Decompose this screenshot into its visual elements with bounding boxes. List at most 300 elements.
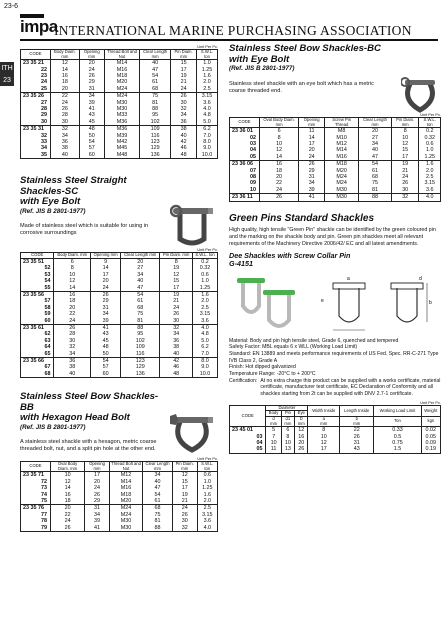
section-bb-ref: (Ref. JIS B 2801-1977) bbox=[20, 423, 86, 431]
table-cell: 4.0 bbox=[193, 324, 218, 331]
table-cell: 136 bbox=[140, 152, 171, 159]
table-cell: 18 bbox=[50, 498, 84, 505]
section-bb bbox=[20, 378, 218, 456]
table-cell: 32 bbox=[160, 324, 193, 331]
col-header: Oval Body Diam. mm bbox=[50, 462, 84, 472]
table-cell-code: 60 bbox=[21, 318, 54, 325]
table-cell: 20 bbox=[50, 505, 84, 512]
table-cell: 20 bbox=[359, 128, 392, 135]
table-cell: 3.6 bbox=[193, 318, 218, 325]
table-cell: 15 bbox=[171, 60, 197, 67]
col-header: S.W.L. ton bbox=[193, 253, 218, 259]
table-cell: 19 bbox=[391, 161, 419, 168]
table-cell: 38 bbox=[50, 145, 79, 151]
table-cell: 22 bbox=[340, 427, 374, 434]
table-cell: 24 bbox=[160, 305, 193, 311]
col-header: Oval Body Diam. mm bbox=[259, 118, 298, 128]
table-cell: 41 bbox=[85, 525, 110, 532]
green-pin-info bbox=[229, 338, 441, 398]
table-cell: M30 bbox=[104, 100, 139, 106]
table-cell: M20 bbox=[325, 168, 359, 174]
section-sc-ref: (Ref. JIS B 2801-1977) bbox=[20, 207, 86, 215]
diagram-label-b: b bbox=[429, 299, 432, 306]
section-tab: ITH bbox=[0, 62, 14, 76]
table-cell: 24 bbox=[50, 518, 84, 524]
section-bc-description: Stainless steel shackle with an eye bolt which has a metric coarse threaded end. bbox=[229, 80, 374, 94]
table-cell: 0.19 bbox=[421, 446, 440, 453]
table-cell: 36 bbox=[50, 139, 79, 145]
table-cell: 9.0 bbox=[193, 364, 218, 370]
table-row bbox=[21, 351, 218, 358]
table-row bbox=[230, 427, 441, 434]
table-cell: 11 bbox=[266, 446, 281, 453]
table-cell: 24 bbox=[172, 505, 197, 512]
table-cell-code: 04 bbox=[230, 147, 260, 153]
table-cell: 17 bbox=[171, 67, 197, 73]
table-cell: 39 bbox=[85, 518, 110, 524]
table-cell: 0.2 bbox=[419, 128, 441, 135]
table-cell: 26 bbox=[85, 492, 110, 498]
table-straight-shackles bbox=[20, 252, 218, 378]
table-cell-code: 23 35 66 bbox=[21, 357, 54, 364]
table-cell: 22 bbox=[259, 180, 298, 186]
section-sc-title: Stainless Steel Straight Shackles-SC bbox=[20, 175, 127, 197]
table-cell: 24 bbox=[54, 318, 91, 325]
table-cell: 12 bbox=[50, 60, 79, 67]
table-cell: 75 bbox=[140, 93, 171, 100]
table-cell: 16 bbox=[295, 434, 308, 440]
col-weight: Weight bbox=[421, 405, 440, 416]
table-cell-code: 32 bbox=[21, 133, 51, 139]
table-cell: 0.32 bbox=[193, 265, 218, 271]
table-cell: 14 bbox=[259, 154, 298, 161]
table-cell: 30 bbox=[50, 119, 79, 126]
table-cell: 24 bbox=[299, 154, 325, 161]
diagram-label-e: e bbox=[321, 297, 324, 304]
table-row bbox=[21, 285, 218, 292]
table-cell: 17 bbox=[299, 141, 325, 147]
col-header: Pin Diam. mm bbox=[160, 253, 193, 259]
section-sc-description: Made of stainless steel which is suitable for using in corrosive surroundings bbox=[20, 223, 149, 237]
table-row bbox=[21, 498, 218, 505]
table-cell: 109 bbox=[121, 344, 160, 350]
table-cell: 9 bbox=[91, 258, 121, 265]
table-cell: 1.5 bbox=[374, 446, 421, 453]
table-cell: 20 bbox=[299, 147, 325, 153]
table-cell-code: 27 bbox=[21, 100, 51, 106]
table-cell: 10 bbox=[259, 141, 298, 147]
bow-shackle-eye-image bbox=[401, 72, 439, 114]
table-cell: 26 bbox=[91, 291, 121, 298]
table-cell: 12 bbox=[50, 479, 84, 485]
table-cell: M18 bbox=[109, 492, 142, 498]
table-cell: 116 bbox=[121, 351, 160, 358]
table-cell: 26 bbox=[54, 324, 91, 331]
table-cell: M24 bbox=[325, 180, 359, 186]
col-header: CODE bbox=[21, 462, 51, 472]
table-cell-code: 23 45 01 bbox=[230, 427, 266, 434]
table-cell: 8.0 bbox=[193, 357, 218, 364]
table-cell: 95 bbox=[121, 331, 160, 337]
table-bow-shackles-hex bbox=[20, 461, 218, 532]
table-cell: 26 bbox=[172, 512, 197, 518]
table-row bbox=[230, 446, 441, 453]
table-row bbox=[21, 357, 218, 364]
table-cell: 18 bbox=[54, 298, 91, 304]
table-cell: 36 bbox=[54, 357, 91, 364]
table-row bbox=[21, 324, 218, 331]
table-cell: 61 bbox=[143, 498, 173, 505]
section-tab-number: 23 bbox=[0, 76, 14, 86]
table-cell: 2.0 bbox=[197, 498, 217, 505]
table-row bbox=[21, 93, 218, 100]
table-cell: 17 bbox=[391, 154, 419, 161]
table-cell: 123 bbox=[140, 139, 171, 145]
table-cell: 14 bbox=[54, 285, 91, 292]
table-cell-code: 25 bbox=[21, 86, 51, 93]
table-row bbox=[230, 154, 441, 161]
table-cell: 26 bbox=[79, 73, 104, 79]
table-cell: 54 bbox=[140, 73, 171, 79]
table-cell-code: 08 bbox=[230, 174, 260, 180]
table-cell: 3.6 bbox=[197, 100, 218, 106]
table-cell: 16 bbox=[50, 492, 84, 498]
table-cell: M39 bbox=[104, 133, 139, 139]
standard-text: Standard: EN 13889 and meets performance requirements of US Fed. Spec. RR-C-271 Type IVB Class 2, Grade A bbox=[229, 350, 439, 364]
table-cell: 57 bbox=[79, 145, 104, 151]
table-cell-code: 68 bbox=[21, 371, 54, 378]
table-cell: 21 bbox=[171, 79, 197, 85]
table-cell: 8 bbox=[259, 135, 298, 141]
table-cell: 12 bbox=[259, 147, 298, 153]
table-cell-code: 62 bbox=[21, 331, 54, 337]
table-cell: 46 bbox=[171, 145, 197, 151]
table-cell: 1.0 bbox=[419, 147, 441, 153]
table-cell-code: 64 bbox=[21, 344, 54, 350]
table-cell: 57 bbox=[91, 364, 121, 370]
table-row bbox=[230, 161, 441, 168]
table-cell: 1.6 bbox=[197, 492, 217, 498]
table-cell: 32 bbox=[54, 344, 91, 350]
table-cell: 54 bbox=[143, 492, 173, 498]
table-cell: 4.0 bbox=[197, 525, 217, 532]
table-cell: 20 bbox=[54, 305, 91, 311]
table-cell: 102 bbox=[121, 338, 160, 344]
table-cell: 47 bbox=[143, 485, 173, 491]
table-cell: 39 bbox=[299, 187, 325, 194]
table-cell-code: 28 bbox=[21, 106, 51, 112]
table-cell: 30 bbox=[54, 338, 91, 344]
table-cell: 18 bbox=[50, 79, 79, 85]
table-row bbox=[21, 126, 218, 133]
table-cell-code: 74 bbox=[21, 492, 51, 498]
table-cell: 26 bbox=[299, 161, 325, 168]
table-cell: M8 bbox=[325, 128, 359, 135]
table-cell: 5.0 bbox=[197, 119, 218, 126]
table-cell: 40 bbox=[140, 60, 171, 67]
table-cell: 6.2 bbox=[197, 126, 218, 133]
table-cell: 8 bbox=[54, 265, 91, 271]
table-cell: 75 bbox=[359, 180, 392, 186]
table-row bbox=[230, 128, 441, 135]
table-cell: 17 bbox=[85, 472, 110, 479]
table-cell: 20 bbox=[85, 479, 110, 485]
table-cell: 61 bbox=[359, 168, 392, 174]
table-cell: 24 bbox=[91, 285, 121, 292]
table-cell: 32 bbox=[171, 106, 197, 112]
table-cell-code: 59 bbox=[21, 311, 54, 317]
col-eye-unit: D mm bbox=[295, 417, 308, 427]
table-cell: 2.5 bbox=[197, 86, 218, 93]
table-cell: 81 bbox=[143, 518, 173, 524]
table-cell: 50 bbox=[79, 133, 104, 139]
section-sc-subtitle: with Eye Bolt bbox=[20, 196, 81, 208]
col-header: Pin Diam. mm bbox=[171, 50, 197, 60]
table-cell: M20 bbox=[104, 79, 139, 85]
section-green-description: High quality, high tensile "Green Pin" shackle can be identified by the green coloured pin and the marking on the shackle body and pin. Green pin shackles meet all relevant requirements of the Machinery Directive 2006/42/ EC and all latest amendments. bbox=[229, 227, 436, 247]
table-cell: 40 bbox=[143, 479, 173, 485]
table-cell: 21 bbox=[172, 498, 197, 505]
table-cell: 22 bbox=[50, 93, 79, 100]
table-bow-shackles-eye bbox=[229, 117, 441, 202]
table-row bbox=[21, 258, 218, 265]
col-header: CODE bbox=[21, 253, 54, 259]
bow-shackle-hex-image bbox=[170, 410, 214, 454]
col-header: Body Diam. mm bbox=[50, 50, 79, 60]
table-cell: 7.0 bbox=[193, 351, 218, 358]
table-cell: 54 bbox=[79, 139, 104, 145]
table-cell: 34 bbox=[91, 311, 121, 317]
table-cell: 14 bbox=[50, 485, 84, 491]
table-cell: 1.25 bbox=[197, 67, 218, 73]
table-cell: 6 bbox=[259, 128, 298, 135]
table-cell: 7 bbox=[266, 434, 281, 440]
table-row bbox=[21, 152, 218, 159]
table-cell: 24 bbox=[391, 174, 419, 180]
table-cell-code: 07 bbox=[230, 168, 260, 174]
table-cell: 41 bbox=[91, 324, 121, 331]
table-cell: 38 bbox=[171, 126, 197, 133]
table-cell: 123 bbox=[121, 357, 160, 364]
table-cell-code: 78 bbox=[21, 518, 51, 524]
table-cell: 21 bbox=[160, 298, 193, 304]
table-cell: 40 bbox=[160, 351, 193, 358]
table-cell: 45 bbox=[91, 338, 121, 344]
table-cell: M30 bbox=[104, 106, 139, 112]
table-cell: 31 bbox=[91, 305, 121, 311]
table-cell: 30 bbox=[171, 100, 197, 106]
table-cell: M18 bbox=[325, 161, 359, 168]
table-cell: 20 bbox=[121, 258, 160, 265]
table-cell: M20 bbox=[109, 498, 142, 505]
table-cell-code: 23 35 56 bbox=[21, 291, 54, 298]
section-green-code: G-4151 bbox=[229, 258, 253, 268]
table-cell: M18 bbox=[104, 73, 139, 79]
table-cell: 61 bbox=[140, 79, 171, 85]
table-cell: 109 bbox=[140, 126, 171, 133]
table-cell: 34 bbox=[50, 133, 79, 139]
col-header: S.W.L. ton bbox=[197, 462, 217, 472]
col-header: Opening mm bbox=[79, 50, 104, 60]
table-cell: 17 bbox=[172, 485, 197, 491]
table-cell: 17 bbox=[91, 272, 121, 278]
table-cell: 14 bbox=[299, 135, 325, 141]
table-cell: 81 bbox=[359, 187, 392, 194]
table-cell: 8.0 bbox=[197, 139, 218, 145]
table-cell: 2.5 bbox=[419, 174, 441, 180]
table-cell: 38 bbox=[160, 344, 193, 350]
table-cell: 34 bbox=[79, 93, 104, 100]
table-cell: 42 bbox=[160, 357, 193, 364]
certification-label: Certification: bbox=[229, 377, 258, 384]
left-column bbox=[20, 44, 218, 532]
table-cell-code: 03 bbox=[230, 434, 266, 440]
table-cell: 8 bbox=[308, 427, 340, 434]
table-cell: 26 bbox=[160, 311, 193, 317]
table-cell: M14 bbox=[325, 147, 359, 153]
table-cell: 43 bbox=[91, 331, 121, 337]
table-cell: 15 bbox=[391, 147, 419, 153]
table-cell-code: 29 bbox=[21, 112, 51, 118]
temperature-text: Temperature Range: -20°C to + 200°C bbox=[229, 371, 316, 378]
logo-text: impa bbox=[20, 17, 58, 36]
table-cell: 8 bbox=[281, 434, 294, 440]
table-cell: 88 bbox=[359, 194, 392, 201]
table-cell-code: 24 bbox=[21, 79, 51, 85]
table-cell: 34 bbox=[171, 112, 197, 118]
table-cell: 116 bbox=[140, 133, 171, 139]
table-cell: 26 bbox=[340, 434, 374, 440]
table-cell: 34 bbox=[299, 180, 325, 186]
table-cell: 43 bbox=[79, 112, 104, 118]
right-column bbox=[229, 44, 441, 454]
table-cell: 29 bbox=[299, 168, 325, 174]
table-cell: 31 bbox=[340, 440, 374, 446]
table-cell: M30 bbox=[325, 194, 359, 201]
table-cell: 1.0 bbox=[197, 479, 217, 485]
table-cell: 5.0 bbox=[193, 338, 218, 344]
table-cell: 32 bbox=[172, 525, 197, 532]
table-cell: 4.8 bbox=[197, 112, 218, 118]
table-cell-code: 03 bbox=[230, 141, 260, 147]
table-cell: 3.15 bbox=[193, 311, 218, 317]
table-cell-code: 57 bbox=[21, 298, 54, 304]
table-cell-code: 23 35 21 bbox=[21, 60, 51, 67]
col-header: Pin Diam. mm bbox=[391, 118, 419, 128]
table-cell-code: 54 bbox=[21, 278, 54, 284]
table-cell: 47 bbox=[359, 154, 392, 161]
col-body: Body bbox=[266, 411, 281, 417]
table-cell: M24 bbox=[104, 93, 139, 100]
table-cell: 10 bbox=[50, 472, 84, 479]
table-cell-code: 04 bbox=[230, 440, 266, 446]
table-cell-code: 35 bbox=[21, 152, 51, 159]
table-row bbox=[21, 60, 218, 67]
table-cell: 19 bbox=[171, 73, 197, 79]
table-cell: 3.15 bbox=[419, 180, 441, 186]
table-cell: 12 bbox=[391, 141, 419, 147]
table-cell: 8 bbox=[391, 128, 419, 135]
col-header: Thread Bolt and Nut bbox=[111, 461, 141, 471]
table-cell: 68 bbox=[140, 86, 171, 93]
table-cell-code: 23 35 31 bbox=[21, 126, 51, 133]
table-cell: 36 bbox=[171, 119, 197, 126]
straight-shackle-image bbox=[170, 199, 214, 247]
certification-row bbox=[229, 378, 441, 398]
table-cell: 47 bbox=[140, 67, 171, 73]
table-row bbox=[21, 119, 218, 126]
table-cell-code: 10 bbox=[230, 187, 260, 194]
section-bb-title: Stainless Steel Bow Shackles-BB bbox=[20, 391, 159, 413]
unit-label: Unit Per Pc. bbox=[197, 44, 218, 49]
table-cell: 88 bbox=[121, 324, 160, 331]
table-cell: M14 bbox=[109, 479, 142, 485]
table-cell: 40 bbox=[50, 152, 79, 159]
green-pin-shackle-photos bbox=[231, 272, 301, 334]
table-cell: 88 bbox=[140, 106, 171, 112]
page-number: 23-6 bbox=[4, 3, 19, 10]
table-cell: 1.25 bbox=[419, 154, 441, 161]
header-rule bbox=[20, 39, 438, 41]
table-cell: M30 bbox=[109, 518, 142, 524]
table-cell: M45 bbox=[104, 145, 139, 151]
table-cell: 9.0 bbox=[197, 145, 218, 151]
col-eye: Eye bbox=[295, 411, 308, 417]
col-width-unit: a mm bbox=[308, 417, 340, 427]
table-cell: M12 bbox=[109, 472, 142, 479]
table-cell: 8 bbox=[160, 258, 193, 265]
table-cell: 61 bbox=[121, 298, 160, 304]
table-cell: 11 bbox=[299, 128, 325, 135]
table-cell: 1.25 bbox=[193, 285, 218, 292]
table-cell: M16 bbox=[325, 154, 359, 161]
table-cell: 4.0 bbox=[419, 194, 441, 201]
section-bc-ref: (Ref. JIS B 2801-1977) bbox=[229, 65, 295, 72]
table-cell: 48 bbox=[171, 152, 197, 159]
section-bc-title: Stainless Steel Bow Shackles-BC bbox=[229, 43, 381, 54]
table-cell-code: 22 bbox=[21, 67, 51, 73]
table-cell: 16 bbox=[50, 73, 79, 79]
table-green-pin bbox=[229, 405, 441, 454]
col-header: S.W.L. ton bbox=[197, 50, 218, 60]
table-cell: 6 bbox=[54, 258, 91, 265]
table-cell: 20 bbox=[295, 440, 308, 446]
col-header: Clear Length mm bbox=[143, 462, 173, 472]
table-cell: 68 bbox=[143, 505, 173, 512]
col-weight-unit: kgs bbox=[421, 417, 440, 427]
table-cell: 26 bbox=[50, 525, 84, 532]
unit-label-3: Unit Per Pc. bbox=[197, 456, 218, 462]
table-cell: 19 bbox=[160, 291, 193, 298]
table-cell-code: 33 bbox=[21, 139, 51, 145]
table-cell: 5 bbox=[266, 427, 281, 434]
table-cell: 68 bbox=[121, 305, 160, 311]
table-cell: 3.6 bbox=[197, 518, 217, 524]
table-cell: 75 bbox=[143, 512, 173, 518]
table-cell: M48 bbox=[104, 152, 139, 159]
table-cell: M33 bbox=[104, 112, 139, 118]
table-row bbox=[21, 371, 218, 378]
table-cell: M12 bbox=[325, 141, 359, 147]
table-cell: M14 bbox=[104, 60, 139, 67]
table-cell: 4.0 bbox=[197, 106, 218, 112]
col-header: CODE bbox=[21, 50, 51, 60]
table-cell-code: 23 35 71 bbox=[21, 472, 51, 479]
table-cell: 40 bbox=[54, 371, 91, 378]
table-cell: 31 bbox=[85, 505, 110, 512]
table-cell-code: 72 bbox=[21, 479, 51, 485]
table-cell: 10 bbox=[391, 135, 419, 141]
